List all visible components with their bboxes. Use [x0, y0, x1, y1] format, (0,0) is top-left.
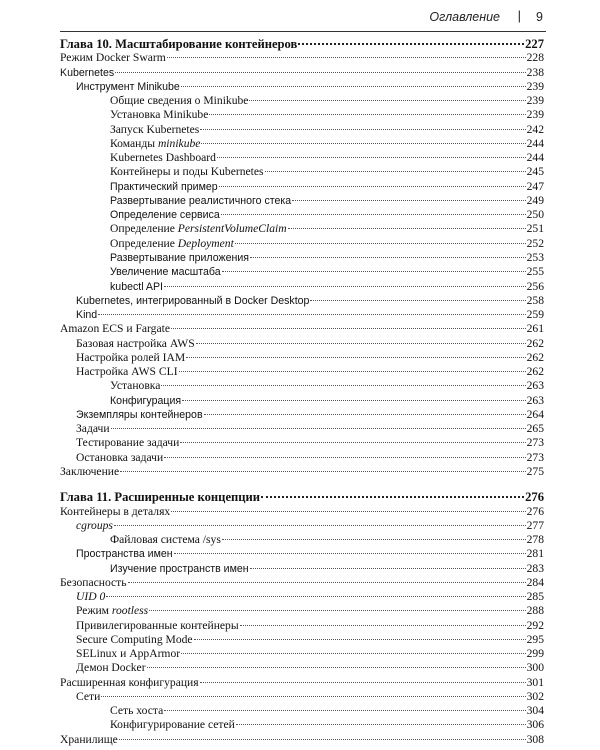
dot-leader	[250, 257, 526, 258]
toc-entry[interactable]	[60, 66, 544, 80]
toc-entry-title: Экземпляры контейнеров	[76, 408, 203, 421]
dot-leader	[147, 667, 526, 668]
toc-page-number: 242	[526, 122, 544, 136]
header-title: Оглавление	[429, 10, 500, 24]
toc-entry[interactable]	[60, 422, 544, 436]
dot-leader	[204, 414, 526, 415]
toc-page-number: 300	[526, 661, 544, 675]
toc-entry[interactable]	[60, 505, 544, 519]
dot-leader	[240, 625, 526, 626]
dot-leader	[186, 357, 525, 358]
toc-entry-title: Пространства имен	[76, 548, 173, 561]
dot-leader	[221, 214, 526, 215]
toc-page-number: 284	[526, 575, 544, 589]
toc-page-number: 263	[526, 393, 544, 407]
toc-page-number: 239	[526, 108, 544, 122]
toc-entry[interactable]	[60, 294, 544, 308]
toc-page-number: 262	[526, 336, 544, 350]
dot-leader	[98, 314, 525, 315]
toc-entry[interactable]	[60, 533, 544, 547]
toc-page-number: 228	[526, 51, 544, 65]
toc-page-number: 256	[526, 279, 544, 293]
toc-entry[interactable]	[60, 80, 544, 94]
toc-entry-title: Сети	[76, 689, 101, 703]
toc-entry-title: Запуск Kubernetes	[110, 122, 200, 136]
toc-entry[interactable]	[60, 647, 544, 661]
dot-leader	[292, 200, 525, 201]
table-of-contents	[60, 37, 544, 747]
dot-leader	[120, 471, 525, 472]
toc-entry-title: Конфигурация	[110, 394, 182, 407]
dot-leader	[217, 157, 526, 158]
toc-entry[interactable]	[60, 108, 544, 122]
toc-entry-title: Тестирование задачи	[76, 436, 180, 450]
toc-entry-title: Контейнеры и поды Kubernetes	[110, 165, 264, 179]
toc-page-number: 252	[526, 236, 544, 250]
running-header	[60, 0, 546, 32]
toc-entry-title-part: Режим	[76, 604, 112, 618]
dot-leader	[265, 171, 526, 172]
toc-entry-title: Kind	[76, 309, 98, 322]
dot-leader	[235, 243, 526, 244]
dot-leader	[149, 610, 525, 611]
toc-entry-title: Инструмент Minikube	[76, 80, 180, 93]
toc-page-number: 275	[526, 464, 544, 478]
toc-page-number: 301	[526, 675, 544, 689]
toc-entry-title: kubectl API	[110, 280, 163, 293]
dot-leader	[115, 72, 525, 73]
toc-entry[interactable]	[60, 365, 544, 379]
toc-entry-title: SELinux и AppArmor	[76, 647, 181, 661]
toc-entry[interactable]	[60, 436, 544, 450]
toc-entry-title-part: Определение	[110, 236, 178, 250]
toc-entry-title: Расширенная конфигурация	[60, 675, 199, 689]
toc-entry-title-part: Команды	[110, 136, 158, 150]
toc-entry-title: Установка	[110, 379, 161, 393]
toc-entry[interactable]	[60, 165, 544, 179]
dot-leader	[298, 43, 524, 45]
toc-entry-title	[110, 222, 287, 236]
toc-page-number: 288	[526, 604, 544, 618]
toc-page-number: 263	[526, 379, 544, 393]
toc-page-number: 276	[525, 490, 544, 505]
dot-leader	[167, 57, 526, 58]
dot-leader	[200, 129, 525, 130]
toc-entry[interactable]	[60, 51, 544, 65]
toc-entry-title	[110, 237, 234, 251]
toc-entry-title: Развертывание реалистичного стека	[110, 194, 292, 207]
toc-entry-title: Kubernetes Dashboard	[110, 151, 216, 165]
toc-page-number: 265	[526, 422, 544, 436]
dot-leader	[128, 582, 526, 583]
toc-entry-title: Конфигурирование сетей	[110, 718, 235, 732]
dot-leader	[164, 710, 525, 711]
toc-entry-title: Amazon ECS и Fargate	[60, 322, 170, 336]
toc-entry[interactable]	[60, 704, 544, 718]
toc-entry[interactable]	[60, 251, 544, 265]
toc-entry[interactable]	[60, 690, 544, 704]
toc-entry[interactable]	[60, 619, 544, 633]
toc-entry[interactable]	[60, 151, 544, 165]
toc-page-number: 251	[526, 222, 544, 236]
dot-leader	[179, 371, 526, 372]
toc-chapter-entry[interactable]	[60, 37, 544, 51]
header-separator: |	[517, 8, 521, 23]
dot-leader	[164, 457, 525, 458]
toc-entry[interactable]	[60, 562, 544, 576]
dot-leader	[219, 186, 526, 187]
dot-leader	[201, 143, 525, 144]
toc-entry-title: Kubernetes, интегрированный в Docker Desktop	[76, 294, 310, 307]
toc-entry-title: Базовая настройка AWS	[76, 336, 195, 350]
toc-page-number: 276	[526, 504, 544, 518]
dot-leader	[196, 343, 526, 344]
toc-entry-title-part: cgroups	[76, 518, 113, 532]
toc-entry[interactable]	[60, 676, 544, 690]
toc-entry[interactable]	[60, 337, 544, 351]
toc-page-number: 244	[526, 136, 544, 150]
toc-entry-title: Secure Computing Mode	[76, 632, 193, 646]
toc-entry-title: Настройка ролей IAM	[76, 350, 186, 364]
dot-leader	[171, 328, 526, 329]
toc-entry[interactable]	[60, 265, 544, 279]
toc-page-number: 250	[526, 208, 544, 222]
toc-entry-title: Практический пример	[110, 180, 218, 193]
toc-entry-title: Установка Minikube	[110, 108, 209, 122]
dot-leader	[261, 496, 524, 498]
toc-entry[interactable]	[60, 576, 544, 590]
toc-entry-title: Сеть хоста	[110, 704, 164, 718]
toc-page-number: 249	[526, 193, 544, 207]
toc-page-number: 238	[526, 65, 544, 79]
toc-entry-title: Развертывание приложения	[110, 251, 249, 264]
toc-entry[interactable]	[60, 590, 544, 604]
dot-leader	[209, 114, 525, 115]
section-spacer	[60, 479, 544, 490]
toc-entry[interactable]	[60, 208, 544, 222]
toc-entry[interactable]	[60, 465, 544, 479]
toc-entry-title: Глава 11. Расширенные концепции	[60, 490, 261, 505]
toc-page-number: 277	[526, 518, 544, 532]
toc-entry[interactable]	[60, 280, 544, 294]
toc-entry[interactable]	[60, 308, 544, 322]
toc-entry-title: Остановка задачи	[76, 450, 164, 464]
toc-page-number: 302	[526, 689, 544, 703]
dot-leader	[174, 553, 526, 554]
toc-page-number: 304	[526, 704, 544, 718]
toc-page-number: 247	[526, 179, 544, 193]
dot-leader	[164, 286, 526, 287]
toc-entry-title: Глава 10. Масштабирование контейнеров	[60, 37, 298, 51]
toc-entry-title: Настройка AWS CLI	[76, 365, 178, 379]
toc-entry-title: Заключение	[60, 464, 120, 478]
toc-page-number: 306	[526, 718, 544, 732]
dot-leader	[161, 385, 525, 386]
toc-entry[interactable]	[60, 94, 544, 108]
dot-leader	[101, 696, 525, 697]
toc-page-number: 262	[526, 365, 544, 379]
toc-page-number: 253	[526, 250, 544, 264]
toc-entry[interactable]	[60, 519, 544, 533]
toc-entry[interactable]	[60, 237, 544, 251]
dot-leader	[222, 271, 526, 272]
toc-page-number: 239	[526, 79, 544, 93]
toc-page-number: 227	[525, 37, 544, 51]
toc-entry-title: Демон Docker	[76, 661, 146, 675]
dot-leader	[194, 639, 526, 640]
dot-leader	[222, 539, 526, 540]
toc-entry-title-part: UID 0	[76, 590, 106, 604]
dot-leader	[310, 300, 525, 301]
toc-entry[interactable]	[60, 137, 544, 151]
toc-entry[interactable]	[60, 379, 544, 393]
toc-entry-title: Контейнеры в деталях	[60, 504, 171, 518]
toc-entry-title-part: PersistentVolumeClaim	[177, 222, 287, 236]
dot-leader	[249, 100, 525, 101]
dot-leader	[171, 511, 525, 512]
toc-entry-title: Увеличение масштаба	[110, 266, 221, 279]
toc-page-number: 264	[526, 407, 544, 421]
toc-entry-title: Хранилище	[60, 732, 118, 746]
toc-entry[interactable]	[60, 733, 544, 747]
toc-entry[interactable]	[60, 322, 544, 336]
toc-entry[interactable]	[60, 394, 544, 408]
dot-leader	[181, 86, 526, 87]
toc-entry[interactable]	[60, 351, 544, 365]
header-page-number: 9	[536, 10, 543, 24]
toc-entry[interactable]	[60, 451, 544, 465]
toc-page-number: 245	[526, 165, 544, 179]
toc-page-number: 244	[526, 151, 544, 165]
toc-page-number: 308	[526, 732, 544, 746]
toc-entry[interactable]	[60, 408, 544, 422]
toc-entry-title: Режим Docker Swarm	[60, 51, 166, 65]
dot-leader	[236, 724, 526, 725]
toc-entry[interactable]	[60, 661, 544, 675]
toc-entry-title	[76, 590, 105, 604]
toc-chapter-entry[interactable]	[60, 490, 544, 504]
toc-entry-title	[76, 519, 113, 533]
dot-leader	[106, 596, 525, 597]
dot-leader	[114, 525, 526, 526]
toc-page-number: 258	[526, 293, 544, 307]
dot-leader	[200, 682, 526, 683]
toc-entry[interactable]	[60, 180, 544, 194]
toc-entry[interactable]	[60, 123, 544, 137]
toc-entry[interactable]	[60, 718, 544, 732]
toc-page-number: 283	[526, 561, 544, 575]
toc-page-number: 273	[526, 436, 544, 450]
toc-entry-title	[110, 137, 200, 151]
dot-leader	[119, 739, 526, 740]
toc-page-number: 292	[526, 618, 544, 632]
dot-leader	[180, 442, 525, 443]
toc-page-number: 255	[526, 265, 544, 279]
toc-entry-title: Задачи	[76, 422, 110, 436]
dot-leader	[111, 428, 526, 429]
toc-page-number: 299	[526, 647, 544, 661]
toc-entry-title-part: minikube	[157, 136, 201, 150]
toc-page-number: 278	[526, 533, 544, 547]
toc-entry-title-part: rootless	[111, 604, 149, 618]
toc-entry[interactable]	[60, 547, 544, 561]
toc-entry-title: Kubernetes	[60, 66, 115, 79]
toc-page-number: 285	[526, 590, 544, 604]
toc-page-number: 261	[526, 322, 544, 336]
toc-entry-title	[76, 604, 148, 618]
toc-page-number: 295	[526, 632, 544, 646]
toc-entry-title-part: Определение	[110, 222, 178, 236]
toc-entry-title: Привилегированные контейнеры	[76, 618, 239, 632]
dot-leader	[288, 228, 526, 229]
toc-page-number: 239	[526, 94, 544, 108]
toc-entry-title: Изучение пространств имен	[110, 562, 249, 575]
toc-entry[interactable]	[60, 633, 544, 647]
toc-entry-title: Общие сведения о Minikube	[110, 94, 249, 108]
dot-leader	[181, 653, 526, 654]
toc-page-number: 273	[526, 450, 544, 464]
toc-entry-title: Безопасность	[60, 575, 127, 589]
dot-leader	[182, 400, 526, 401]
toc-entry-title-part: Deployment	[177, 236, 234, 250]
dot-leader	[250, 568, 526, 569]
toc-entry-title: Файловая система /sys	[110, 533, 221, 547]
toc-page-number: 262	[526, 350, 544, 364]
toc-entry-title: Определение сервиса	[110, 209, 220, 222]
toc-page-number: 281	[526, 547, 544, 561]
toc-entry[interactable]	[60, 194, 544, 208]
toc-entry[interactable]	[60, 604, 544, 618]
toc-entry[interactable]	[60, 222, 544, 236]
toc-page-number: 259	[526, 308, 544, 322]
